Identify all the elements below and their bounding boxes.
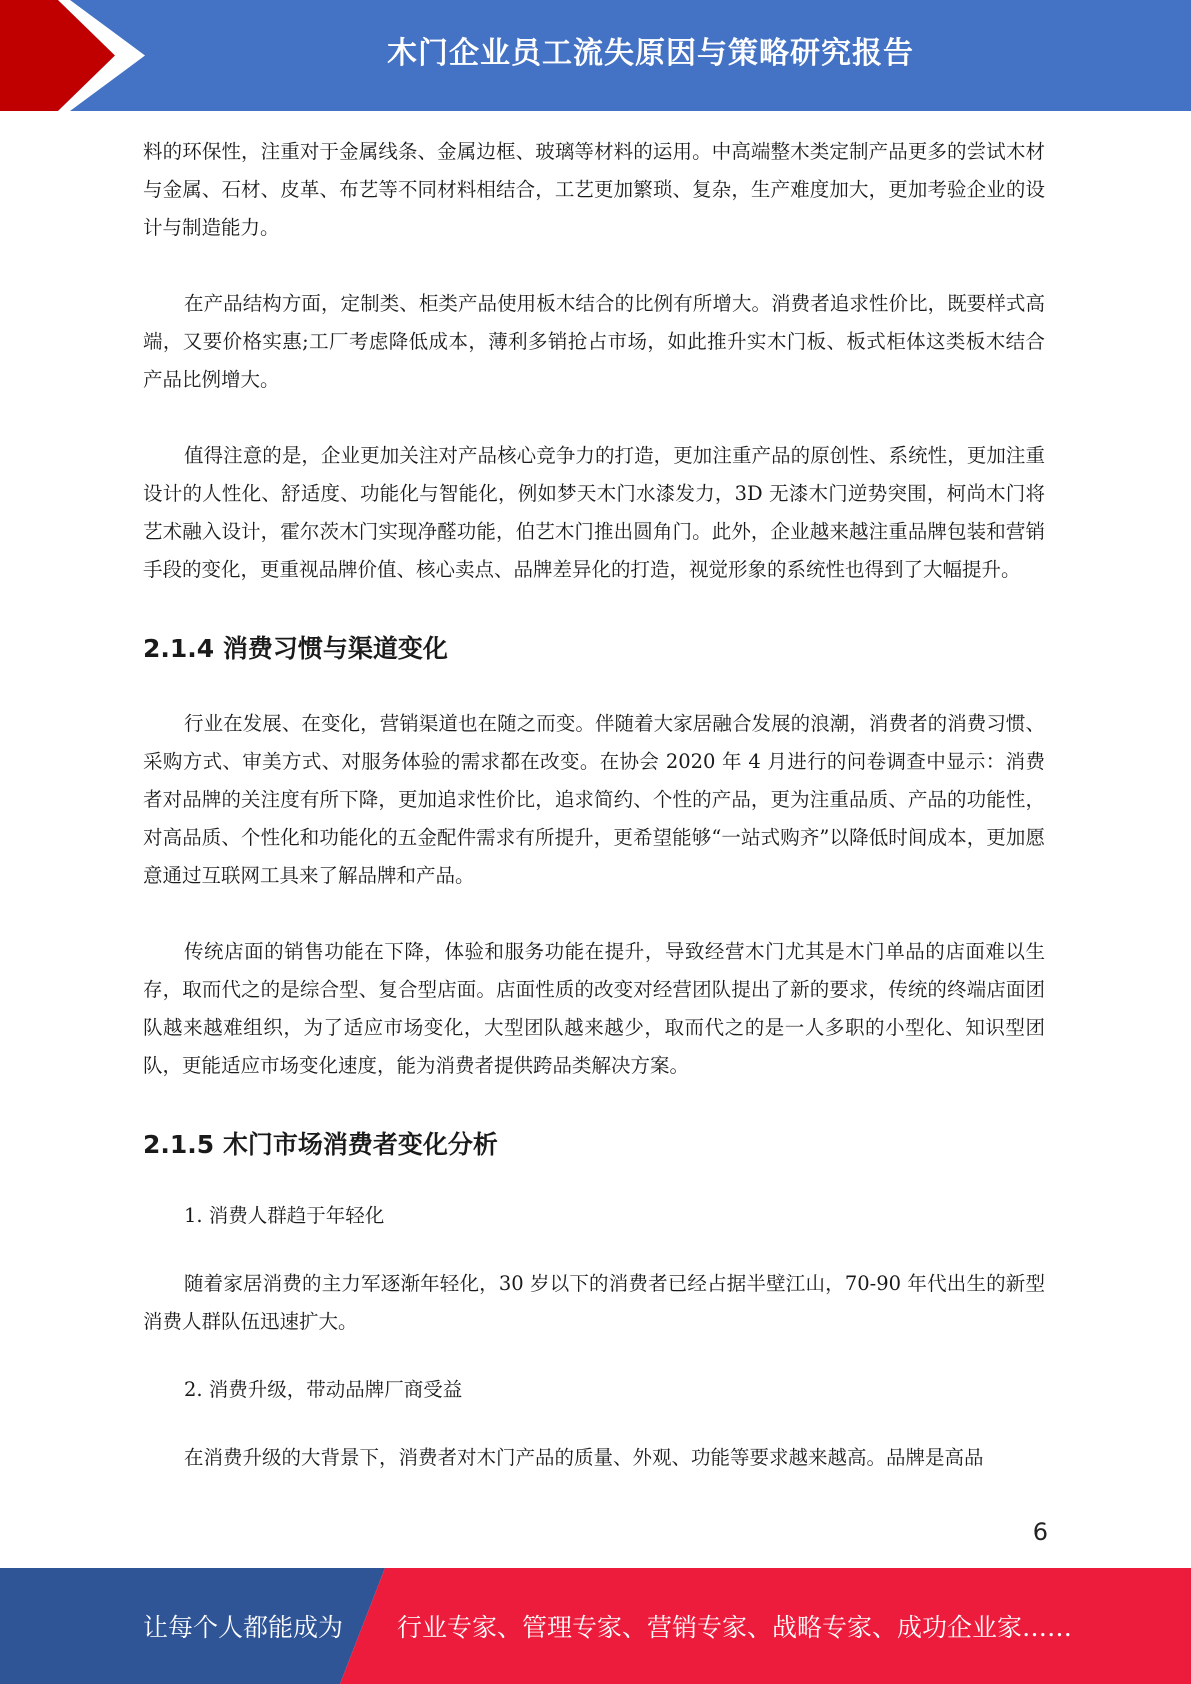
paragraph-7: 在消费升级的大背景下，消费者对木门产品的质量、外观、功能等要求越来越高。品牌是高品	[184, 1446, 984, 1469]
section-heading-2-1-5: 2.1.5 木门市场消费者变化分析	[143, 1130, 498, 1159]
section-heading-2-1-4: 2.1.4 消费习惯与渠道变化	[143, 634, 448, 663]
main-content	[143, 133, 1045, 1477]
list-item-1: 1. 消费人群趋于年轻化	[184, 1204, 385, 1227]
paragraph-6: 随着家居消费的主力军逐渐年轻化，30 岁以下的消费者已经占据半壁江山，70-90 年代出生的新型消费人群队伍迅速扩大。	[143, 1272, 1045, 1333]
paragraph-5: 传统店面的销售功能在下降，体验和服务功能在提升，导致经营木门尤其是木门单品的店面难以生存，取而代之的是综合型、复合型店面。店面性质的改变对经营团队提出了新的要求，传统的终端店面团队越来越难组织，为了适应市场变化，大型团队越来越少，取而代之的是一人多职的小型化、知识型团队，更能适应市场变化速度，能为消费者提供跨品类解决方案。	[143, 940, 1045, 1077]
list-item-2: 2. 消费升级，带动品牌厂商受益	[184, 1378, 463, 1401]
paragraph-3: 值得注意的是，企业更加关注对产品核心竞争力的打造，更加注重产品的原创性、系统性，更加注重设计的人性化、舒适度、功能化与智能化，例如梦天木门水漆发力，3D 无漆木门逆势突围，柯尚木门将艺术融入设计，霍尔茨木门实现净醛功能，伯艺木门推出圆角门。此外，企业越来越注重品牌包装和营销手段的变化，更重视品牌价值、核心卖点、品牌差异化的打造，视觉形象的系统性也得到了大幅提升。	[143, 444, 1045, 581]
page-header	[0, 0, 1191, 111]
report-title: 木门企业员工流失原因与策略研究报告	[387, 36, 914, 71]
footer-slogan-right: 行业专家、管理专家、营销专家、战略专家、成功企业家……	[397, 1613, 1073, 1642]
paragraph-2: 在产品结构方面，定制类、柜类产品使用板木结合的比例有所增大。消费者追求性价比，既要样式高端，又要价格实惠;工厂考虑降低成本，薄利多销抢占市场，如此推升实木门板、板式柜体这类板木结合产品比例增大。	[143, 292, 1045, 391]
page-number: 6	[1032, 1518, 1048, 1546]
footer-slogan-left: 让每个人都能成为	[143, 1613, 344, 1642]
paragraph-4: 行业在发展、在变化，营销渠道也在随之而变。伴随着大家居融合发展的浪潮，消费者的消费习惯、采购方式、审美方式、对服务体验的需求都在改变。在协会 2020 年 4 月进行的问卷调查中显示：消费者对品牌的关注度有所下降，更加追求性价比，追求简约、个性的产品，更为注重品质、产品的功能性，对高品质、个性化和功能化的五金配件需求有所提升，更希望能够“一站式购齐”以降低时间成本，更加愿意通过互联网工具来了解品牌和产品。	[143, 712, 1045, 887]
paragraph-1: 料的环保性，注重对于金属线条、金属边框、玻璃等材料的运用。中高端整木类定制产品更多的尝试木材与金属、石材、皮革、布艺等不同材料相结合，工艺更加繁琐、复杂，生产难度加大，更加考验企业的设计与制造能力。	[143, 140, 1045, 239]
page-footer	[0, 1568, 1191, 1684]
